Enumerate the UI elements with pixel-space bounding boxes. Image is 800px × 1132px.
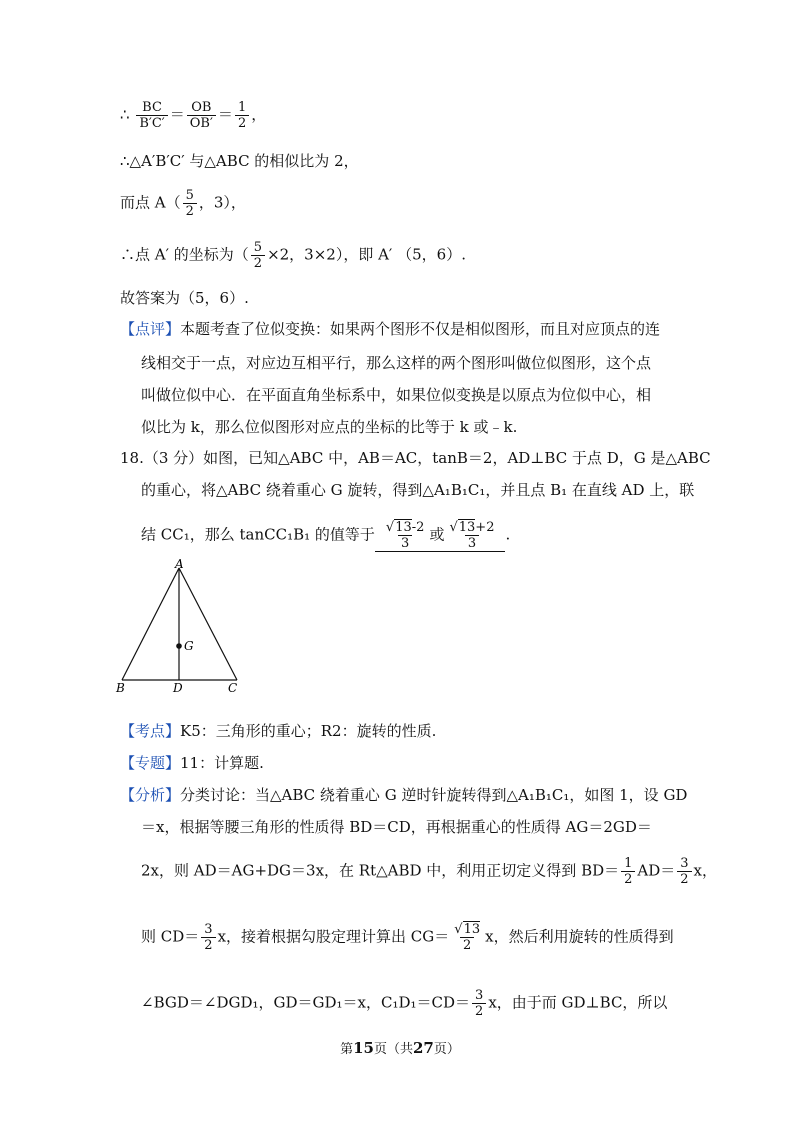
side-ac (179, 568, 237, 680)
ratio-statement: ∴△A′B′C′ 与△ABC 的相似比为 2， (120, 152, 359, 170)
ratio-line: ∴ $\frac{BC}{B'C'}$ ＝ $\frac{OB}{OB'}$ ＝ $\frac{1}{2}$ ， (120, 100, 267, 131)
comment-line-3: 叫做位似中心．在平面直角坐标系中，如果位似变换是以原点为位似中心，相 (141, 386, 652, 404)
point-a-line: 而点 A（ $\frac{5}{2}$ ，3）， (120, 188, 246, 219)
label-g: G (184, 639, 194, 653)
answer-line: 故答案为（5，6）. (120, 289, 249, 307)
fraction-five-halves: $\frac{5}{2}$ (183, 188, 197, 219)
label-b: B (116, 681, 125, 695)
fraction-half: $\frac{1}{2}$ (235, 100, 249, 131)
fenxi-line-3: 2x，则 AD＝AG+DG＝3x，在 Rt△ABD 中，利用正切定义得到 BD＝ $\frac{1}{2}$ AD＝ $\frac{3}{2}$ x， (141, 856, 718, 887)
fraction-root13-over-2: $\frac{√13}{2}$ (454, 922, 481, 953)
fraction-bc: $\frac{BC}{B'C'}$ (136, 100, 167, 131)
comment-line-4: 似比为 k，那么位似图形对应点的坐标的比等于 k 或﹣k. (141, 418, 518, 436)
label-d: D (173, 681, 183, 695)
fenxi-tag: 【分析】 (120, 786, 181, 804)
fraction-three-halves: $\frac{3}{2}$ (472, 988, 486, 1019)
fraction-half: $\frac{1}{2}$ (621, 856, 635, 887)
fraction-three-halves: $\frac{3}{2}$ (201, 922, 215, 953)
point-a-prime-line: ∴点 A′ 的坐标为（ $\frac{5}{2}$ ×2，3×2），即 A′ （5，6）. (120, 240, 466, 271)
fenxi-line-2: ＝x，根据等腰三角形的性质得 BD＝CD，再根据重心的性质得 AG＝2GD＝ (141, 818, 652, 836)
zhuanti-line: 【专题】11：计算题. (120, 754, 264, 772)
q18-line-3: 结 CC₁，那么 tanCC₁B₁ 的值等于 $\frac{√13-2}{3}$ 或 $\frac{√13+2}{3}$ . (141, 520, 511, 551)
triangle-figure (112, 558, 247, 698)
q18-line-1: 18.（3 分）如图，已知△ABC 中，AB＝AC，tanB＝2，AD⊥BC 于点 D，G 是△ABC (120, 449, 711, 467)
answer-1-fraction: $\frac{√13-2}{3}$ (385, 520, 425, 551)
answer-2-fraction: $\frac{√13+2}{3}$ (449, 520, 495, 551)
q18-line-2: 的重心，将△ABC 绕着重心 G 旋转，得到△A₁B₁C₁，并且点 B₁ 在直线 AD 上，联 (141, 481, 695, 499)
fraction-five-halves: $\frac{5}{2}$ (251, 240, 265, 271)
kaodian-line: 【考点】K5：三角形的重心；R2：旋转的性质. (120, 722, 437, 740)
fraction-ob: $\frac{OB}{OB'}$ (187, 100, 216, 131)
kaodian-tag: 【考点】 (120, 722, 181, 740)
fenxi-line-4: 则 CD＝ $\frac{3}{2}$ x，接着根据勾股定理计算出 CG＝ $\frac{√13}{2}$ x，然后利用旋转的性质得到 (141, 922, 674, 953)
zhuanti-tag: 【专题】 (120, 754, 181, 772)
therefore-symbol: ∴ (120, 105, 130, 124)
page-footer: 第15页（共27页） (340, 1039, 460, 1057)
fenxi-line-5: ∠BGD＝∠DGD₁，GD＝GD₁＝x，C₁D₁＝CD＝ $\frac{3}{2}$ x，由于而 GD⊥BC，所以 (141, 988, 668, 1019)
answer-blank: $\frac{√13-2}{3}$ 或 $\frac{√13+2}{3}$ (375, 520, 506, 552)
comment-line-1: 【点评】本题考查了位似变换：如果两个图形不仅是相似图形，而且对应顶点的连 (120, 320, 661, 338)
fenxi-line-1: 【分析】分类讨论：当△ABC 绕着重心 G 逆时针旋转得到△A₁B₁C₁，如图 1，设 GD (120, 786, 688, 804)
label-c: C (228, 681, 238, 695)
centroid-g (176, 643, 182, 649)
page-number: 15 (353, 1039, 374, 1057)
fraction-three-halves: $\frac{3}{2}$ (677, 856, 691, 887)
total-pages: 27 (413, 1039, 434, 1057)
comment-tag: 【点评】 (120, 320, 181, 338)
label-a: A (175, 558, 184, 571)
side-ab (122, 568, 179, 680)
comment-line-2: 线相交于一点，对应边互相平行，那么这样的两个图形叫做位似图形，这个点 (141, 354, 652, 372)
